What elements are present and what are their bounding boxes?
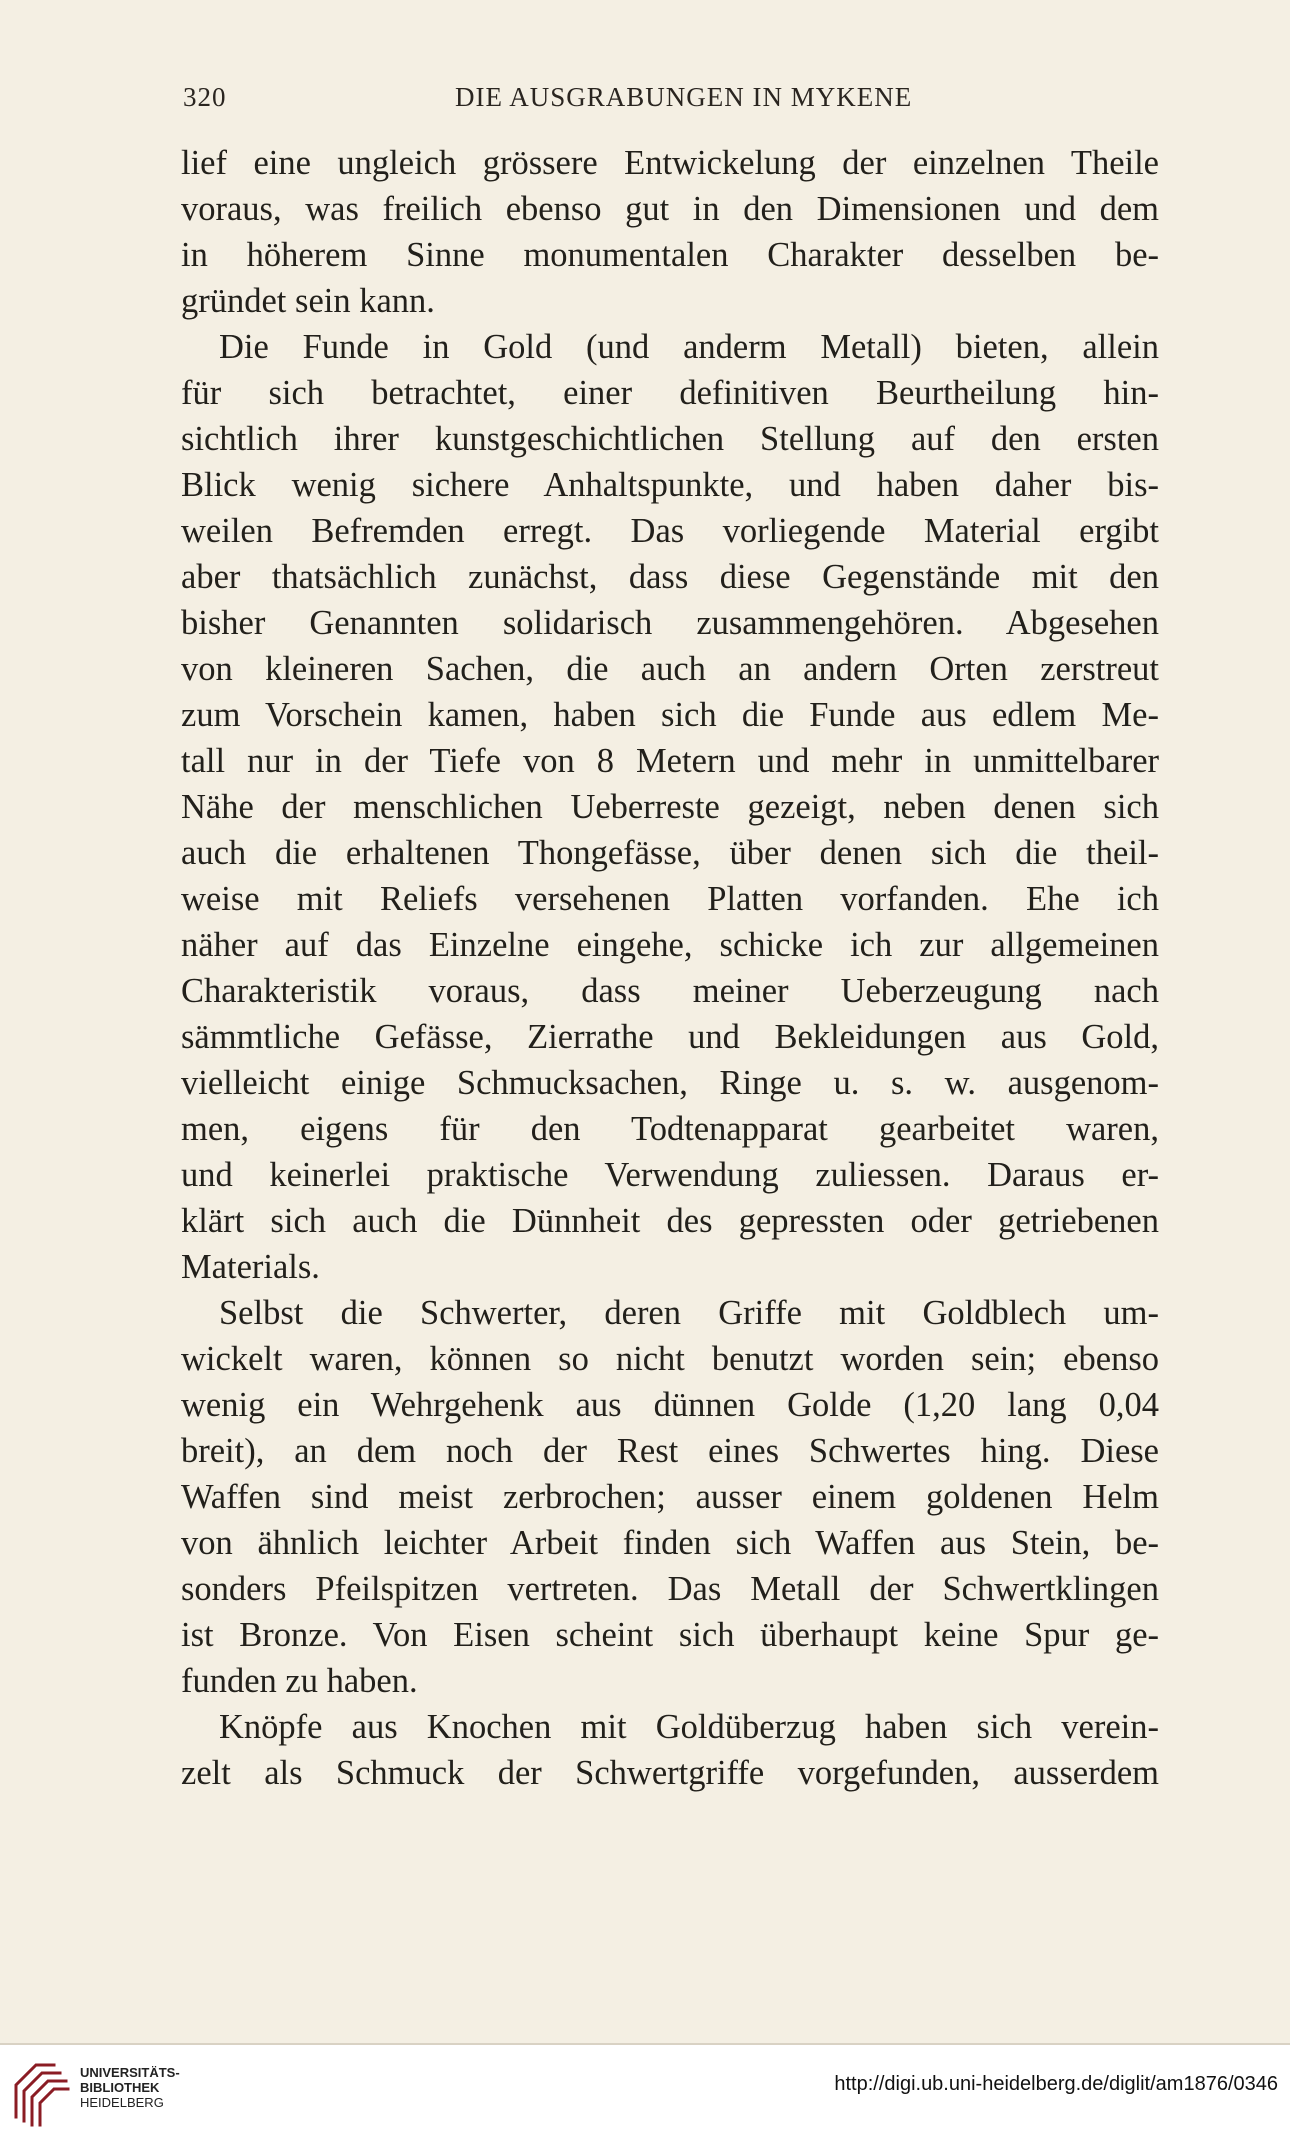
text-line: Blick wenig sichere Anhaltspunkte, und haben daher bis- [181,466,1159,504]
text-line: Charakteristik voraus, dass meiner Ueberzeugung nach [181,972,1159,1010]
text-line: Selbst die Schwerter, deren Griffe mit Goldblech um- [219,1294,1159,1332]
text-line: sichtlich ihrer kunstgeschichtlichen Stellung auf den ersten [181,420,1159,458]
text-line: tall nur in der Tiefe von 8 Metern und mehr in unmittelbarer [181,742,1159,780]
text-line: Die Funde in Gold (und anderm Metall) bieten, allein [219,328,1159,366]
text-line: voraus, was freilich ebenso gut in den Dimensionen und dem [181,190,1159,228]
text-line: men, eigens für den Todtenapparat gearbeitet waren, [181,1110,1159,1148]
text-line: zelt als Schmuck der Schwertgriffe vorgefunden, ausserdem [181,1754,1159,1792]
text-line: gründet sein kann. [181,282,435,320]
text-line: wenig ein Wehrgehenk aus dünnen Golde (1,20 lang 0,04 [181,1386,1159,1424]
text-line: sämmtliche Gefässe, Zierrathe und Bekleidungen aus Gold, [181,1018,1159,1056]
body-text [181,140,1159,1796]
text-line: sonders Pfeilspitzen vertreten. Das Metall der Schwertklingen [181,1570,1159,1608]
library-footer [0,2045,1290,2134]
text-line: auch die erhaltenen Thongefässe, über denen sich die theil- [181,834,1159,872]
text-line: weise mit Reliefs versehenen Platten vorfanden. Ehe ich [181,880,1159,918]
library-name-line: UNIVERSITÄTS- [80,2065,180,2080]
text-line: Knöpfe aus Knochen mit Goldüberzug haben sich verein- [219,1708,1159,1746]
source-url-link[interactable]: http://digi.ub.uni-heidelberg.de/diglit/am1876/0346 [834,2073,1278,2095]
library-name-line: HEIDELBERG [80,2095,164,2110]
text-line: und keinerlei praktische Verwendung zuliessen. Daraus er- [181,1156,1159,1194]
text-line: lief eine ungleich grössere Entwickelung der einzelnen Theile [181,144,1159,182]
running-title: DIE AUSGRABUNGEN IN MYKENE [455,82,913,112]
text-line: funden zu haben. [181,1662,418,1700]
text-line: ist Bronze. Von Eisen scheint sich überhaupt keine Spur ge- [181,1616,1159,1654]
running-header [183,82,1159,122]
text-line: aber thatsächlich zunächst, dass diese Gegenstände mit den [181,558,1159,596]
text-line: Materials. [181,1248,320,1286]
library-name [80,2065,180,2110]
text-line: von kleineren Sachen, die auch an andern Orten zerstreut [181,650,1159,688]
library-logo-icon [10,2055,72,2127]
text-line: in höherem Sinne monumentalen Charakter desselben be- [181,236,1159,274]
text-line: wickelt waren, können so nicht benutzt worden sein; ebenso [181,1340,1159,1378]
page-number: 320 [183,82,227,112]
text-line: näher auf das Einzelne eingehe, schicke ich zur allgemeinen [181,926,1159,964]
text-line: breit), an dem noch der Rest eines Schwertes hing. Diese [181,1432,1159,1470]
text-line: für sich betrachtet, einer definitiven Beurtheilung hin- [181,374,1159,412]
text-line: Waffen sind meist zerbrochen; ausser einem goldenen Helm [181,1478,1159,1516]
text-line: vielleicht einige Schmucksachen, Ringe u. s. w. ausgenom- [181,1064,1159,1102]
text-line: bisher Genannten solidarisch zusammengehören. Abgesehen [181,604,1159,642]
text-line: von ähnlich leichter Arbeit finden sich Waffen aus Stein, be- [181,1524,1159,1562]
library-name-line: BIBLIOTHEK [80,2080,160,2095]
text-line: Nähe der menschlichen Ueberreste gezeigt, neben denen sich [181,788,1159,826]
text-line: weilen Befremden erregt. Das vorliegende Material ergibt [181,512,1159,550]
text-line: zum Vorschein kamen, haben sich die Funde aus edlem Me- [181,696,1159,734]
text-line: klärt sich auch die Dünnheit des gepressten oder getriebenen [181,1202,1159,1240]
